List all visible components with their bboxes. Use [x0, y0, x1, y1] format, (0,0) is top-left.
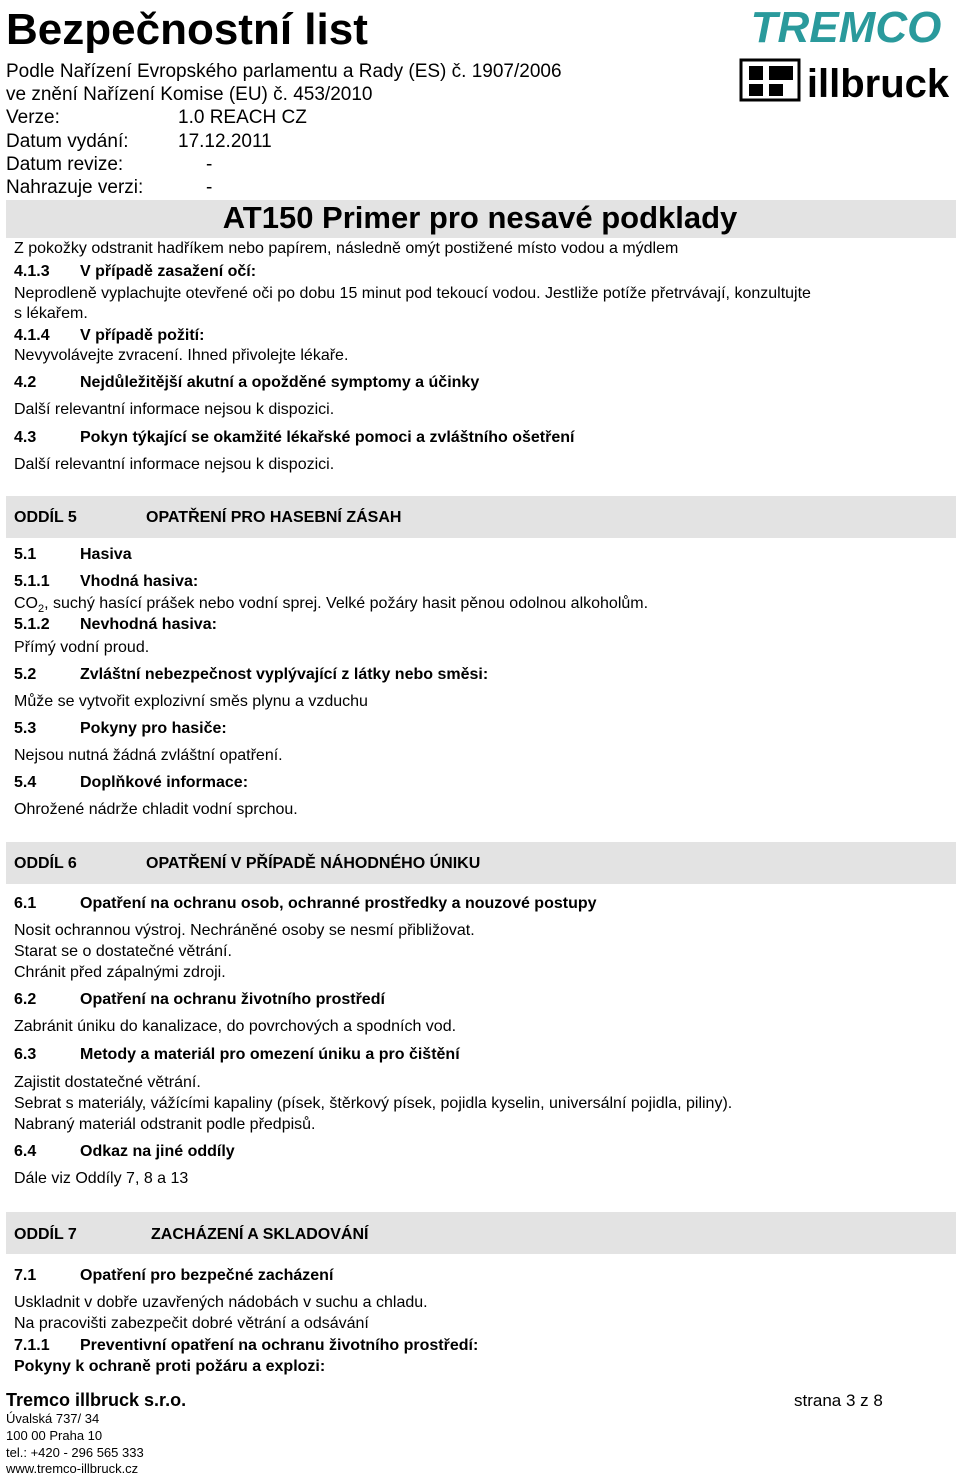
- heading-5-3: [14, 719, 227, 739]
- heading-5-1: [14, 545, 132, 565]
- heading-number: 6.1: [14, 895, 37, 912]
- heading-text: Metody a materiál pro omezení úniku a pro čištění: [80, 1046, 460, 1063]
- heading-text: Vhodná hasiva:: [80, 573, 199, 590]
- heading-text: Opatření na ochranu životního prostředí: [80, 991, 385, 1008]
- footer-page-number: strana 3 z 8: [794, 1391, 883, 1410]
- version-value: 1.0 REACH CZ: [178, 107, 307, 128]
- logo-wordmark-illbruck: illbruck: [806, 62, 950, 106]
- heading-text: V případě požití:: [80, 327, 205, 344]
- heading-number: 5.4: [14, 774, 37, 791]
- section-6-title: OPATŘENÍ V PŘÍPADĚ NÁHODNÉHO ÚNIKU: [146, 855, 481, 872]
- s61-line-2: Starat se o dostatečné větrání.: [14, 943, 232, 960]
- ingest-text: Nevyvolávejte zvracení. Ihned přivolejte lékaře.: [14, 347, 349, 364]
- heading-text: Opatření pro bezpečné zacházení: [80, 1267, 334, 1284]
- heading-text: Doplňkové informace:: [80, 774, 249, 791]
- heading-text: Nevhodná hasiva:: [80, 616, 217, 633]
- s42-text: Další relevantní informace nejsou k dispozici.: [14, 401, 335, 418]
- heading-4-2: [14, 373, 480, 393]
- footer-phone: tel.: +420 - 296 565 333: [6, 1445, 144, 1460]
- heading-number: 4.1.3: [14, 263, 50, 280]
- section-5-title: OPATŘENÍ PRO HASEBNÍ ZÁSAH: [146, 509, 402, 526]
- heading-number: 7.1: [14, 1267, 37, 1284]
- s61-line-1: Nosit ochrannou výstroj. Nechráněné osoby se nesmí přibližovat.: [14, 922, 475, 939]
- heading-text: Zvláštní nebezpečnost vyplývající z látky nebo směsi:: [80, 666, 489, 683]
- regulation-line-1: Podle Nařízení Evropského parlamentu a Rady (ES) č. 1907/2006: [6, 61, 562, 82]
- revision-date-label: Datum revize:: [6, 154, 124, 175]
- heading-5-1-2: [14, 615, 217, 635]
- heading-4-1-4: [14, 326, 205, 346]
- replaces-version-value: -: [206, 177, 213, 198]
- eye-text-2: s lékařem.: [14, 305, 88, 322]
- heading-number: 4.3: [14, 429, 37, 446]
- section-5-label: ODDÍL 5: [14, 509, 77, 526]
- eye-text-1: Neprodleně vyplachujte otevřené oči po dobu 15 minut pod tekoucí vodou. Jestliže potíže přetrvávají, konzultujte: [14, 285, 811, 302]
- heading-5-2: [14, 665, 489, 685]
- s512-text: Přímý vodní proud.: [14, 639, 150, 656]
- heading-6-1: [14, 894, 597, 914]
- heading-number: 7.1.1: [14, 1337, 50, 1354]
- s43-text: Další relevantní informace nejsou k dispozici.: [14, 456, 335, 473]
- tremco-illbruck-logo: [735, 2, 957, 106]
- heading-number: 5.1.1: [14, 573, 50, 590]
- heading-text: Preventivní opatření na ochranu životního prostředí:: [80, 1337, 479, 1354]
- heading-5-4: [14, 773, 249, 793]
- s53-text: Nejsou nutná žádná zvláštní opatření.: [14, 747, 283, 764]
- s63-line-3: Nabraný materiál odstranit podle předpisů.: [14, 1116, 316, 1133]
- s71-line-1: Uskladnit v dobře uzavřených nádobách v suchu a chladu.: [14, 1294, 428, 1311]
- issue-date-value: 17.12.2011: [178, 131, 272, 152]
- section-6-label: ODDÍL 6: [14, 855, 77, 872]
- heading-number: 4.2: [14, 374, 37, 391]
- replaces-version-label: Nahrazuje verzi:: [6, 177, 144, 198]
- s71-line-2: Na pracovišti zabezpečit dobré větrání a odsávání: [14, 1315, 369, 1332]
- s63-line-2: Sebrat s materiály, vážícími kapaliny (písek, štěrkový písek, pojidla kyselin, universální pojidla, piliny).: [14, 1095, 733, 1112]
- heading-number: 6.2: [14, 991, 37, 1008]
- heading-7-1: [14, 1266, 334, 1286]
- heading-5-1-1: [14, 572, 199, 592]
- heading-6-4: [14, 1142, 235, 1162]
- heading-number: 5.1: [14, 546, 37, 563]
- s62-text: Zabránit úniku do kanalizace, do povrchových a spodních vod.: [14, 1018, 457, 1035]
- heading-4-1-3: [14, 262, 257, 282]
- heading-text: Odkaz na jiné oddíly: [80, 1143, 235, 1160]
- heading-4-3: [14, 428, 575, 448]
- logo-wordmark-tremco: TREMCO: [750, 3, 942, 52]
- heading-text: Opatření na ochranu osob, ochranné prostředky a nouzové postupy: [80, 895, 597, 912]
- product-name: AT150 Primer pro nesavé podklady: [222, 200, 738, 235]
- heading-text: Pokyny pro hasiče:: [80, 720, 227, 737]
- footer-address-1: Úvalská 737/ 34: [6, 1411, 100, 1426]
- co-subscript: 2: [38, 603, 45, 616]
- heading-6-2: [14, 990, 385, 1010]
- heading-number: 5.3: [14, 720, 37, 737]
- section-7-bar: [6, 1212, 956, 1254]
- co-formula: CO: [14, 595, 38, 612]
- footer-company: Tremco illbruck s.r.o.: [6, 1390, 187, 1410]
- heading-text: Nejdůležitější akutní a opožděné symptomy a účinky: [80, 374, 480, 391]
- s511-rest: , suchý hasící prášek nebo vodní sprej. Velké požáry hasit pěnou odolnou alkoholům.: [44, 595, 649, 612]
- heading-text: Hasiva: [80, 546, 132, 563]
- heading-6-3: [14, 1045, 460, 1065]
- heading-number: 4.1.4: [14, 327, 50, 344]
- s54-text: Ohrožené nádrže chladit vodní sprchou.: [14, 801, 298, 818]
- heading-text: V případě zasažení očí:: [80, 263, 257, 280]
- version-label: Verze:: [6, 107, 60, 128]
- heading-text: Pokyn týkající se okamžité lékařské pomoci a zvláštního ošetření: [80, 429, 575, 446]
- heading-7-1-1: [14, 1336, 479, 1356]
- s711-subheading: Pokyny k ochraně proti požáru a explozi:: [14, 1358, 326, 1375]
- section-7-label: ODDÍL 7: [14, 1226, 77, 1243]
- regulation-line-2: ve znění Nařízení Komise (EU) č. 453/2010: [6, 84, 373, 105]
- heading-number: 5.1.2: [14, 616, 50, 633]
- section-7-title: ZACHÁZENÍ A SKLADOVÁNÍ: [151, 1226, 369, 1243]
- heading-number: 6.4: [14, 1143, 37, 1160]
- s52-text: Může se vytvořit explozivní směs plynu a vzduchu: [14, 693, 368, 710]
- s63-line-1: Zajistit dostatečné větrání.: [14, 1074, 201, 1091]
- footer-address-2: 100 00 Praha 10: [6, 1428, 103, 1443]
- heading-number: 6.3: [14, 1046, 37, 1063]
- skin-text: Z pokožky odstranit hadříkem nebo papírem, následně omýt postižené místo vodou a mýdlem: [14, 240, 679, 257]
- s61-line-3: Chránit před zápalnými zdroji.: [14, 964, 226, 981]
- revision-date-value: -: [206, 154, 213, 175]
- footer-website: www.tremco-illbruck.cz: [6, 1461, 139, 1476]
- document-title: Bezpečnostní list: [6, 5, 368, 54]
- s64-text: Dále viz Oddíly 7, 8 a 13: [14, 1170, 189, 1187]
- heading-number: 5.2: [14, 666, 37, 683]
- issue-date-label: Datum vydání:: [6, 131, 129, 152]
